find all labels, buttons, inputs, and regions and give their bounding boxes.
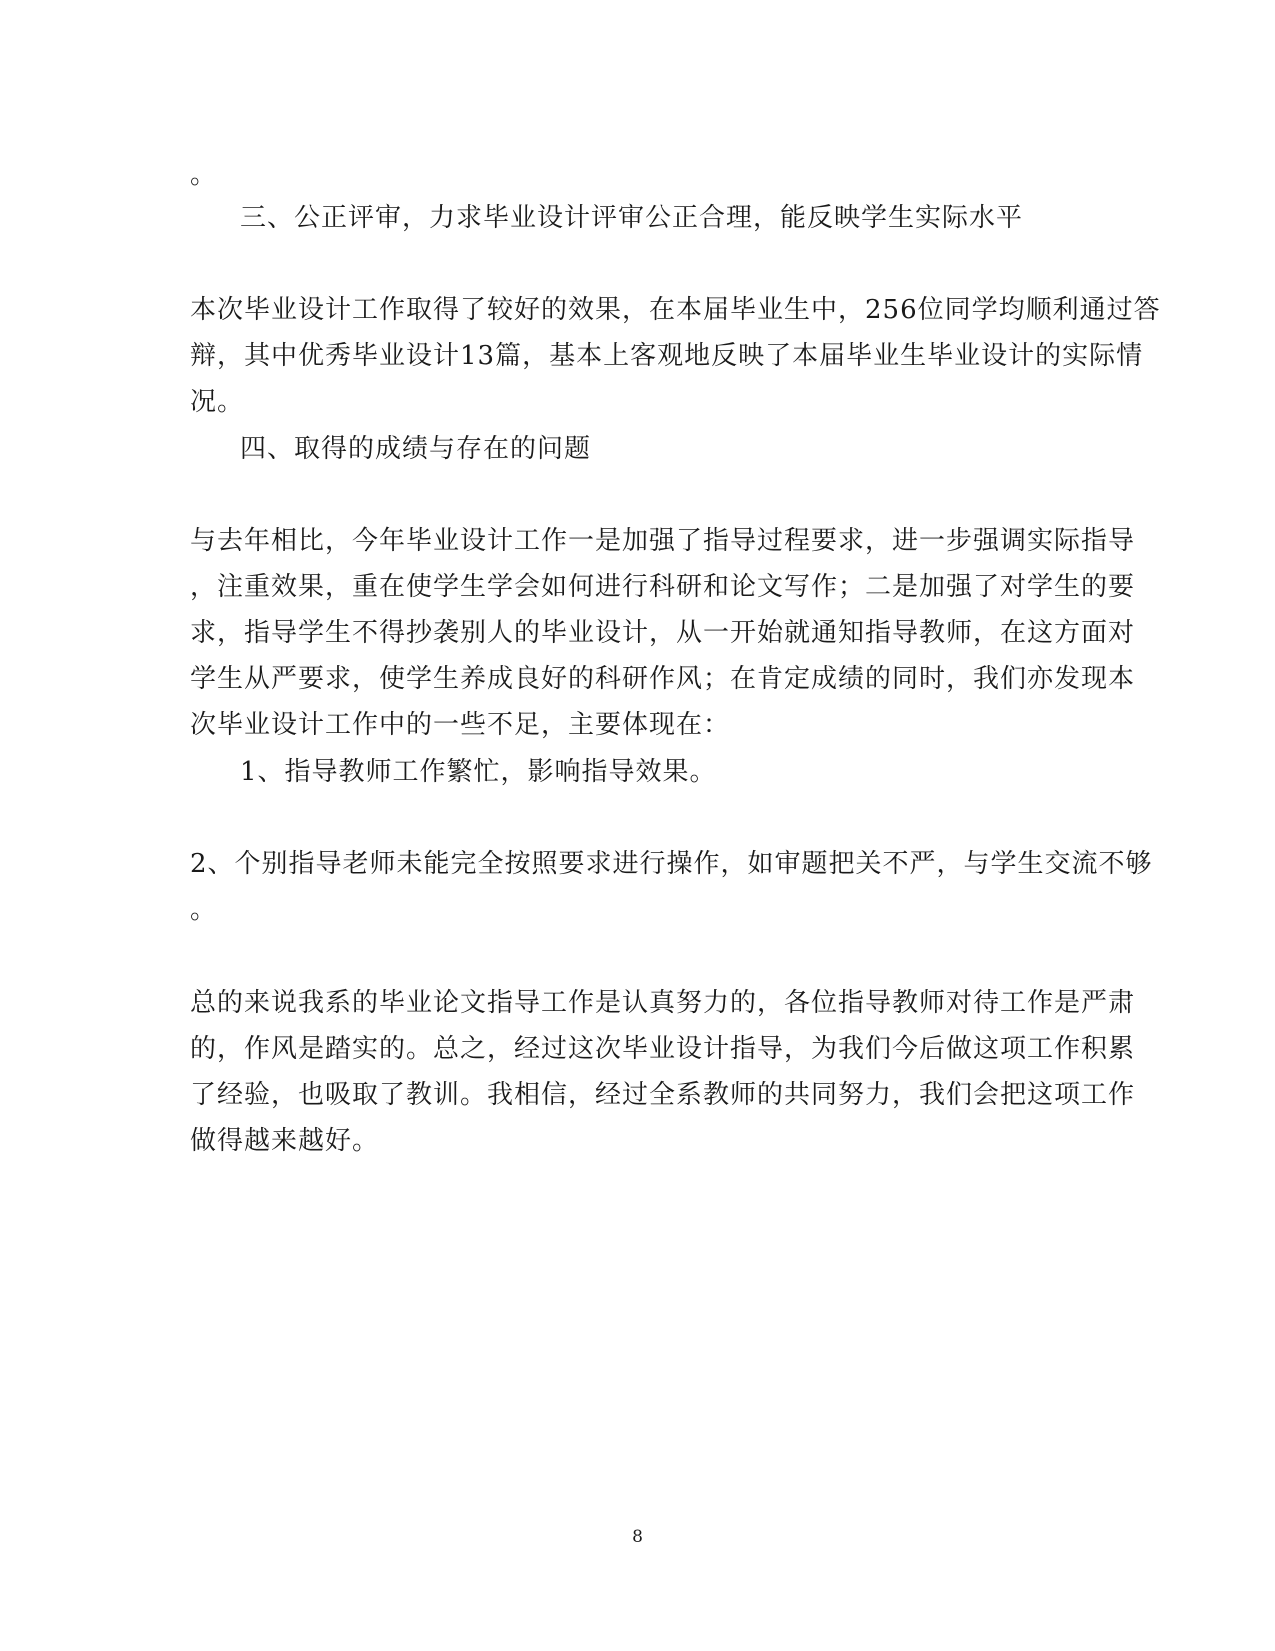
text-line: 做得越来越好。 — [190, 1126, 380, 1156]
text-line: 辩，其中优秀毕业设计13篇，基本上客观地反映了本届毕业生毕业设计的实际情 — [190, 341, 1144, 371]
text-line: 与去年相比，今年毕业设计工作一是加强了指导过程要求，进一步强调实际指导 — [190, 526, 1136, 556]
list-item: 1、指导教师工作繁忙，影响指导效果。 — [240, 757, 717, 787]
list-item: 2、个别指导老师未能完全按照要求进行操作，如审题把关不严，与学生交流不够 — [190, 849, 1153, 879]
text-line: ，注重效果，重在使学生学会如何进行科研和论文写作；二是加强了对学生的要 — [190, 572, 1136, 602]
text-line: 的，作风是踏实的。总之，经过这次毕业设计指导，为我们今后做这项工作积累 — [190, 1034, 1136, 1064]
text-line: 况。 — [190, 387, 245, 417]
page-number: 8 — [632, 1527, 643, 1547]
text-line: 总的来说我系的毕业论文指导工作是认真努力的，各位指导教师对待工作是严肃 — [190, 988, 1136, 1018]
text-line: 求，指导学生不得抄袭别人的毕业设计，从一开始就通知指导教师，在这方面对 — [190, 618, 1136, 648]
text-line: 。 — [190, 160, 218, 190]
text-line: 次毕业设计工作中的一些不足，主要体现在： — [190, 710, 731, 740]
section-heading: 三、公正评审，力求毕业设计评审公正合理，能反映学生实际水平 — [240, 203, 1024, 233]
text-line: 了经验，也吸取了教训。我相信，经过全系教师的共同努力，我们会把这项工作 — [190, 1080, 1136, 1110]
text-line: 。 — [190, 895, 218, 925]
section-heading: 四、取得的成绩与存在的问题 — [240, 434, 592, 464]
text-line: 本次毕业设计工作取得了较好的效果，在本届毕业生中，256位同学均顺利通过答 — [190, 295, 1161, 325]
text-line: 学生从严要求，使学生养成良好的科研作风；在肯定成绩的同时，我们亦发现本 — [190, 664, 1136, 694]
